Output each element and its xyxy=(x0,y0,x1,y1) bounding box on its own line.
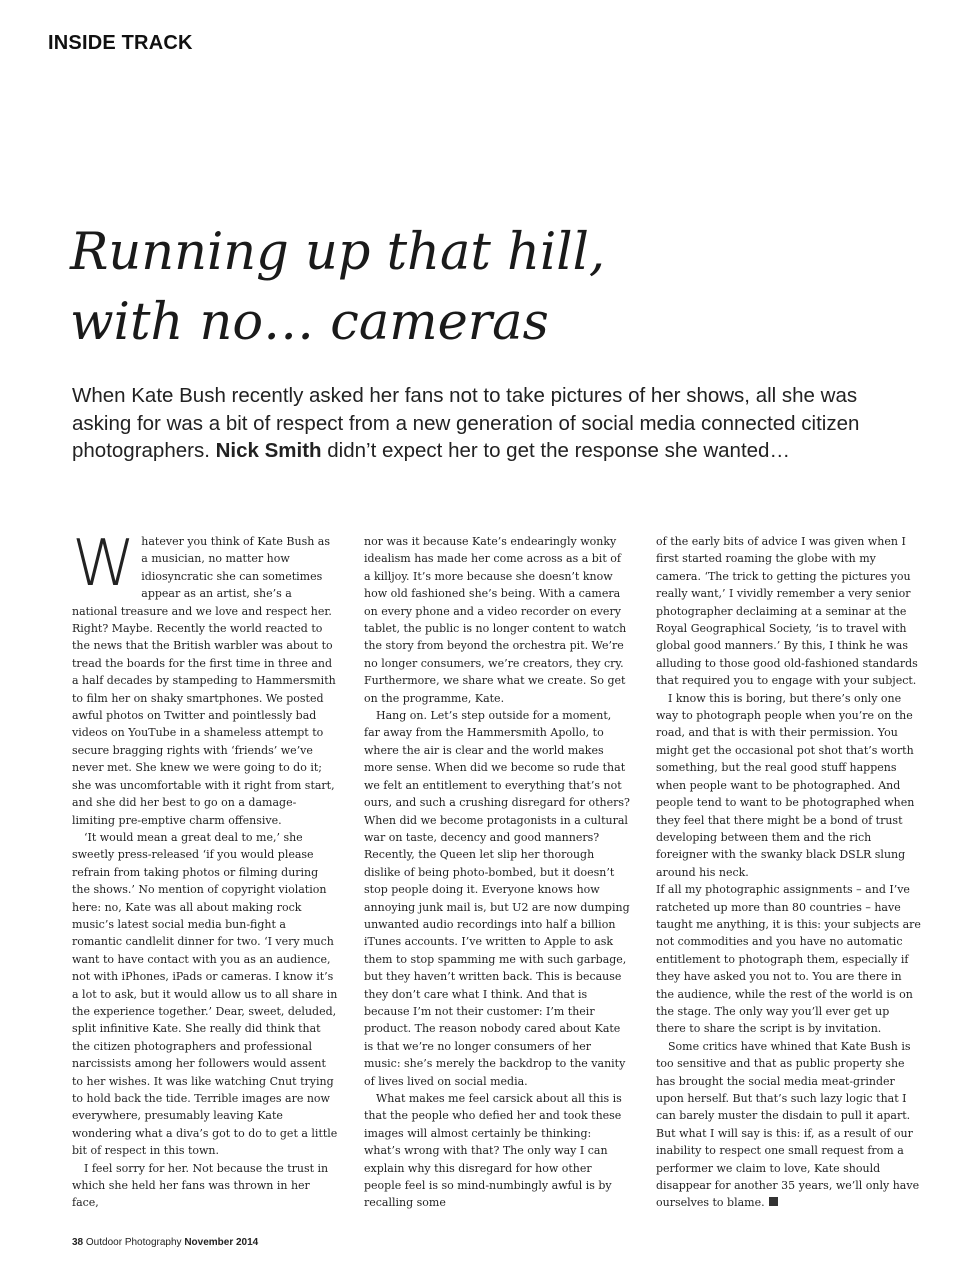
body-column-3 xyxy=(656,533,922,1212)
standfirst xyxy=(72,382,922,465)
body-column-2 xyxy=(364,533,630,1212)
standfirst-text: When Kate Bush recently asked her fans not to take pictures of her shows, all she was asking for was a bit of respect from a new generation of social media connected citizen photographers. xyxy=(72,384,860,462)
body-paragraph: What makes me feel carsick about all this is that the people who defied her and took these images will almost certainly be thinking: what’s wrong with that? The only way I can explain why this disregard for how other people feel is so mind-numbingly awful is by recalling some xyxy=(364,1092,622,1210)
page-number: 38 xyxy=(72,1237,84,1248)
body-column-1 xyxy=(72,527,338,1212)
standfirst-text-after: didn’t expect her to get the response she wanted… xyxy=(327,439,790,462)
end-mark-icon xyxy=(769,1197,778,1206)
body-paragraph: I feel sorry for her. Not because the trust in which she held her fans was thrown in her face, xyxy=(72,1161,329,1210)
headline-line-2: with no… cameras xyxy=(70,293,549,352)
headline-line-1: Running up that hill, xyxy=(70,223,606,282)
body-paragraph xyxy=(72,527,338,829)
drop-cap: W xyxy=(72,527,136,601)
magazine-name: Outdoor Photography xyxy=(85,1237,182,1248)
section-tag: INSIDE TRACK xyxy=(48,32,193,54)
body-paragraph: If all my photographic assignments – and I’ve ratcheted up more than 80 countries – have taught me anything, it is this: your subjects are not commodities and you have no automatic entitlement to photograph them, especially if they have asked you not to. You are there in the audience, while the rest of the world is on the stage. The only way you’ll ever get up there to share the script is by invitation. xyxy=(656,883,921,1036)
paragraph-text: hatever you think of Kate Bush as a musician, no matter how idiosyncratic she can sometimes appear as an artist, she’s a national treasure and we love and respect her. Right? Maybe. Recently the world reacted to the news that the British warbler was about to tread the boards for the first time in three and a half decades by stampeding to Hammersmith to film her on shaky smartphones. We posted awful photos on Twitter and pointlessly bad videos on YouTube in a shameless attempt to secure bragging rights with ‘friends’ we’ve never met. She knew we were going to do it; she was uncomfortable with it right from start, and she did her best to go on a damage-limiting pre-emptive charm offensive. xyxy=(72,535,336,827)
author-name: Nick Smith xyxy=(215,439,322,462)
headline xyxy=(70,218,930,358)
issue-date: November 2014 xyxy=(184,1237,259,1248)
page-footer xyxy=(72,1237,258,1248)
body-paragraph: Hang on. Let’s step outside for a moment, far away from the Hammersmith Apollo, to where the air is clear and the world makes more sense. When did we become so rude that we felt an entitlement to everything that’s not ours, and such a crushing disregard for others? When did we become protagonists in a cultural war on taste, decency and good manners? Recently, the Queen let slip her thorough dislike of being photo-bombed, but it doesn’t stop people doing it. Everyone knows how annoying junk mail is, but U2 are now dumping unwanted audio recordings into half a billion iTunes accounts. I’ve written to Apple to ask them to stop spamming me with such garbage, but they haven’t written back. This is because they don’t care what I think. And that is because I’m not their customer: I’m their product. The reason nobody cared about Kate is that we’re no longer consumers of her music: she’s merely the backdrop to the vanity of lives lived on social media. xyxy=(364,709,630,1088)
body-paragraph xyxy=(656,1038,922,1212)
body-paragraph: of the early bits of advice I was given when I first started roaming the globe with my camera. ‘The trick to getting the pictures you really want,’ I vividly remember a very senior photographer declaiming at a seminar at the Royal Geographical Society, ‘is to travel with global good manners.’ By this, I think he was alluding to those good old-fashioned standards that required you to engage with your subject. xyxy=(656,535,918,688)
body-paragraph: I know this is boring, but there’s only one way to photograph people when you’re on the road, and that is with their permission. You might get the occasional pot shot that’s worth something, but the real good stuff happens when people want to be photographed. And people tend to want to be photographed when they feel that there might be a bond of trust developing between them and the rich foreigner with the swanky black DSLR slung around his neck. xyxy=(656,691,915,879)
article-body xyxy=(72,527,922,1212)
body-paragraph: nor was it because Kate’s endearingly wonky idealism has made her come across as a bit of a killjoy. It’s more because she doesn’t know how old fashioned she’s being. With a camera on every phone and a video recorder on every tablet, the public is no longer content to watch the story from beyond the orchestra pit. We’re no longer consumers, we’re creators, they cry. Furthermore, we share what we create. So get on the programme, Kate. xyxy=(364,535,627,705)
paragraph-text: Some critics have whined that Kate Bush is too sensitive and that as public property she has brought the social media meat-grinder upon herself. But that’s such lazy logic that I can barely muster the disdain to pull it apart. But what I will say is this: if, as a result of our inability to respect one small request from a performer we claim to love, Kate should disappear for another 35 years, we’ll only have ourselves to blame. xyxy=(656,1039,920,1210)
body-paragraph: ‘It would mean a great deal to me,’ she sweetly press-released ‘if you would please refrain from taking photos or filming during the shows.’ No mention of copyright violation here: no, Kate was all about making rock music’s latest social media bun-fight a romantic candlelit dinner for two. ‘I very much want to have contact with you as an audience, not with iPhones, iPads or cameras. I know it’s a lot to ask, but it would allow us to all share in the experience together.’ Dear, sweet, deluded, split infinitive Kate. She really did think that the citizen photographers and professional narcissists among her followers would assent to her wishes. It was like watching Cnut trying to hold back the tide. Terrible images are now everywhere, presumably leaving Kate wondering what a diva’s got to do to get a little bit of respect in this town. xyxy=(72,830,338,1158)
